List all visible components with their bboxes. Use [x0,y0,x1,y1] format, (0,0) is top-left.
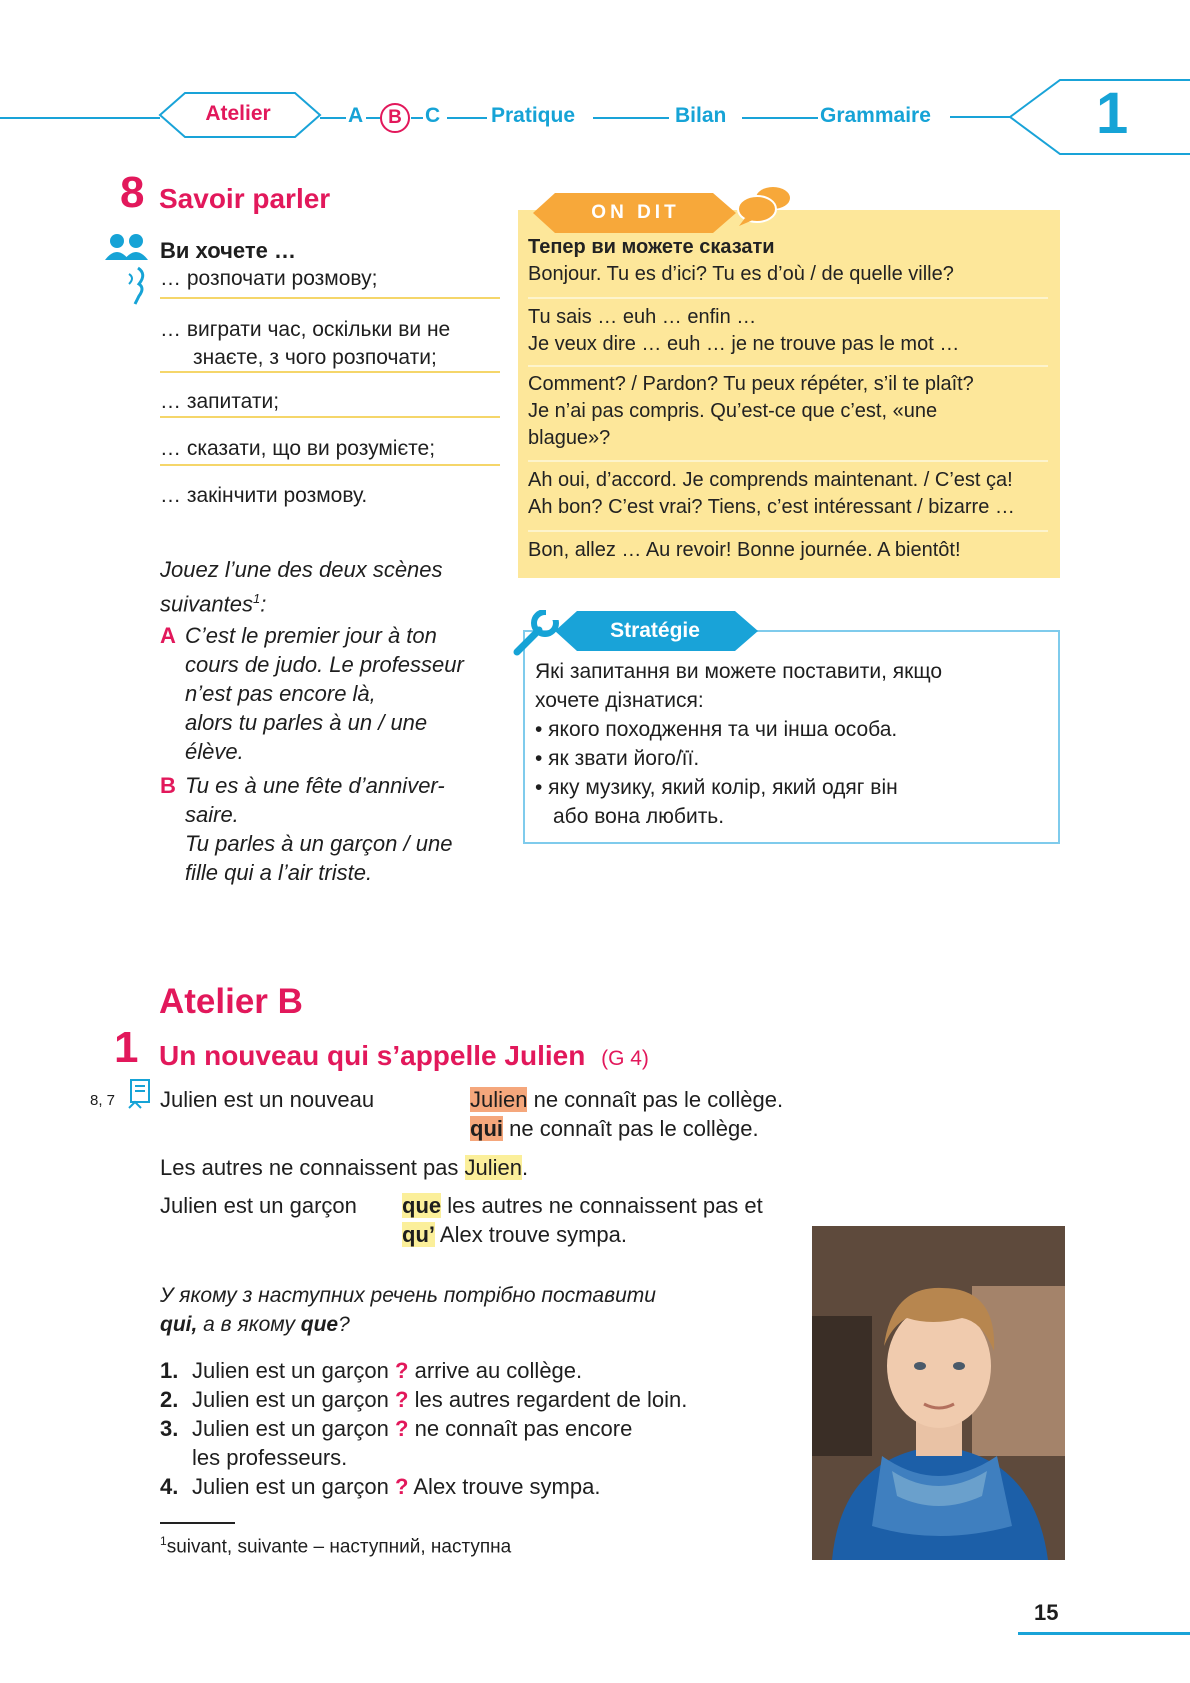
strategie-line: або вона любить. [553,805,725,828]
page-number: 15 [1034,1600,1059,1625]
on-dit-line: Tu sais … euh … enfin … [528,306,757,328]
footnote: $^1$suivant, suivante – наступний, наступна [160,1534,512,1558]
divider [160,371,500,373]
scene-b-text: Tu es à une fête d’anniver- saire. Tu parles à un garçon / une fille qui a l’air triste. [185,773,453,885]
question-text: У якому з наступних речень потрібно поставити qui, а в якому que? [160,1284,656,1336]
grammar-line: qui ne connaît pas le collège. [470,1116,759,1141]
list-item: 2. Julien est un garçon ? les autres regardent de loin. [160,1387,688,1412]
nav-line [0,117,160,119]
on-dit-line: Bonjour. Tu es d’ici? Tu es d’où / de quelle ville? [528,263,954,285]
scene-a-text: C’est le premier jour à ton cours de judo. Le professeur n’est pas encore là, alors tu parles à un / une élève. [185,623,464,764]
nav-line [320,117,346,119]
want-item: … запитати; [160,390,280,413]
grammar-line: Julien est un garçon [160,1193,357,1218]
want-heading: Ви хочете … [160,238,296,263]
nav-line [742,117,818,119]
list-item: 3. Julien est un garçon ? ne connaît pas encore [160,1416,633,1441]
strategie-line: хочете дізнатися: [535,689,704,712]
grammar-line: qu’ Alex trouve sympa. [402,1222,627,1247]
divider [528,365,1048,367]
want-item: … сказати, що ви розумієте; [160,437,436,460]
on-dit-label: ON DIT [591,202,680,223]
boy-portrait-illustration [812,1226,1065,1560]
exercise-number: 1 [114,1023,139,1072]
nav-pratique[interactable]: Pratique [491,104,576,127]
on-dit-box [518,210,1060,578]
scene-b-letter: B [160,773,176,798]
divider [160,464,500,466]
photo-julien [812,1226,1065,1560]
nav-c[interactable]: C [425,104,441,127]
nav-grammaire[interactable]: Grammaire [820,104,931,127]
nav-line [447,117,487,119]
nav-atelier[interactable]: Atelier [205,102,271,125]
on-dit-line: Je veux dire … euh … je ne trouve pas le mot … [528,333,960,355]
divider [160,297,500,299]
strategie-line: • яку музику, який колір, який одяг він [535,776,898,799]
want-item: … закінчити розмову. [160,484,368,507]
nav-line [411,117,423,119]
strategie-line: Які запитання ви можете поставити, якщо [535,660,943,683]
workbook-icon [127,1078,153,1112]
chapter-tab-shape [950,78,1190,158]
want-item: знаєте, з чого розпочати; [193,346,437,369]
on-dit-line: Je n’ai pas compris. Qu’est-ce que c’est, «une [528,400,938,422]
page-number-rule [1018,1632,1190,1635]
on-dit-line: Ah oui, d’accord. Je comprends maintenant. / C’est ça! [528,469,1013,491]
wrench-icon [513,610,563,656]
divider [528,297,1048,299]
nav-a[interactable]: A [348,104,364,127]
grammar-line: Julien est un nouveau [160,1087,375,1112]
instruction: Jouez l’une des deux scènes suivantes$^1$: [160,557,443,617]
on-dit-line: Ah bon? C’est vrai? Tiens, c’est intéressant / bizarre … [528,496,1015,518]
on-dit-line: Comment? / Pardon? Tu peux répéter, s’il te plaît? [528,373,974,395]
side-reference: 8, 7 [90,1092,116,1109]
divider [160,416,500,418]
exercise-number: 8 [120,168,145,217]
list-item: 1. Julien est un garçon ? arrive au collège. [160,1358,583,1383]
grammar-line: Les autres ne connaissent pas Julien. [160,1155,529,1180]
nav-line [366,117,380,119]
pair-work-icon [103,232,151,262]
list-item: 4. Julien est un garçon ? Alex trouve sympa. [160,1474,601,1499]
want-item: … розпочати розмову; [160,267,378,290]
divider [528,460,1048,462]
chapter-number: 1 [1096,81,1129,146]
grammar-line: que les autres ne connaissent pas et [402,1193,763,1218]
strategie-line: • як звати його/її. [535,747,700,770]
strategie-label: Stratégie [610,619,700,642]
on-dit-heading: Тепер ви можете сказати [528,236,775,258]
divider [528,530,1048,532]
exercise-title: Un nouveau qui s’appelle Julien (G 4) [159,1040,649,1071]
speech-bubbles-icon [735,185,795,227]
exercise-title: Savoir parler [159,183,331,214]
footnote-rule [160,1522,235,1524]
want-item: … виграти час, оскільки ви не [160,318,451,341]
nav-b[interactable]: B [380,103,410,133]
on-dit-line: blague»? [528,427,611,449]
strategie-line: • якого походження та чи інша особа. [535,718,898,741]
nav-bilan[interactable]: Bilan [675,104,727,127]
list-item: les professeurs. [192,1445,348,1470]
nav-line [593,117,669,119]
on-dit-line: Bon, allez … Au revoir! Bonne journée. A bientôt! [528,539,961,561]
atelier-b-title: Atelier B [159,982,303,1021]
audio-speaker-icon [125,266,151,306]
grammar-line: Julien ne connaît pas le collège. [470,1087,784,1112]
scene-a-letter: A [160,623,176,648]
